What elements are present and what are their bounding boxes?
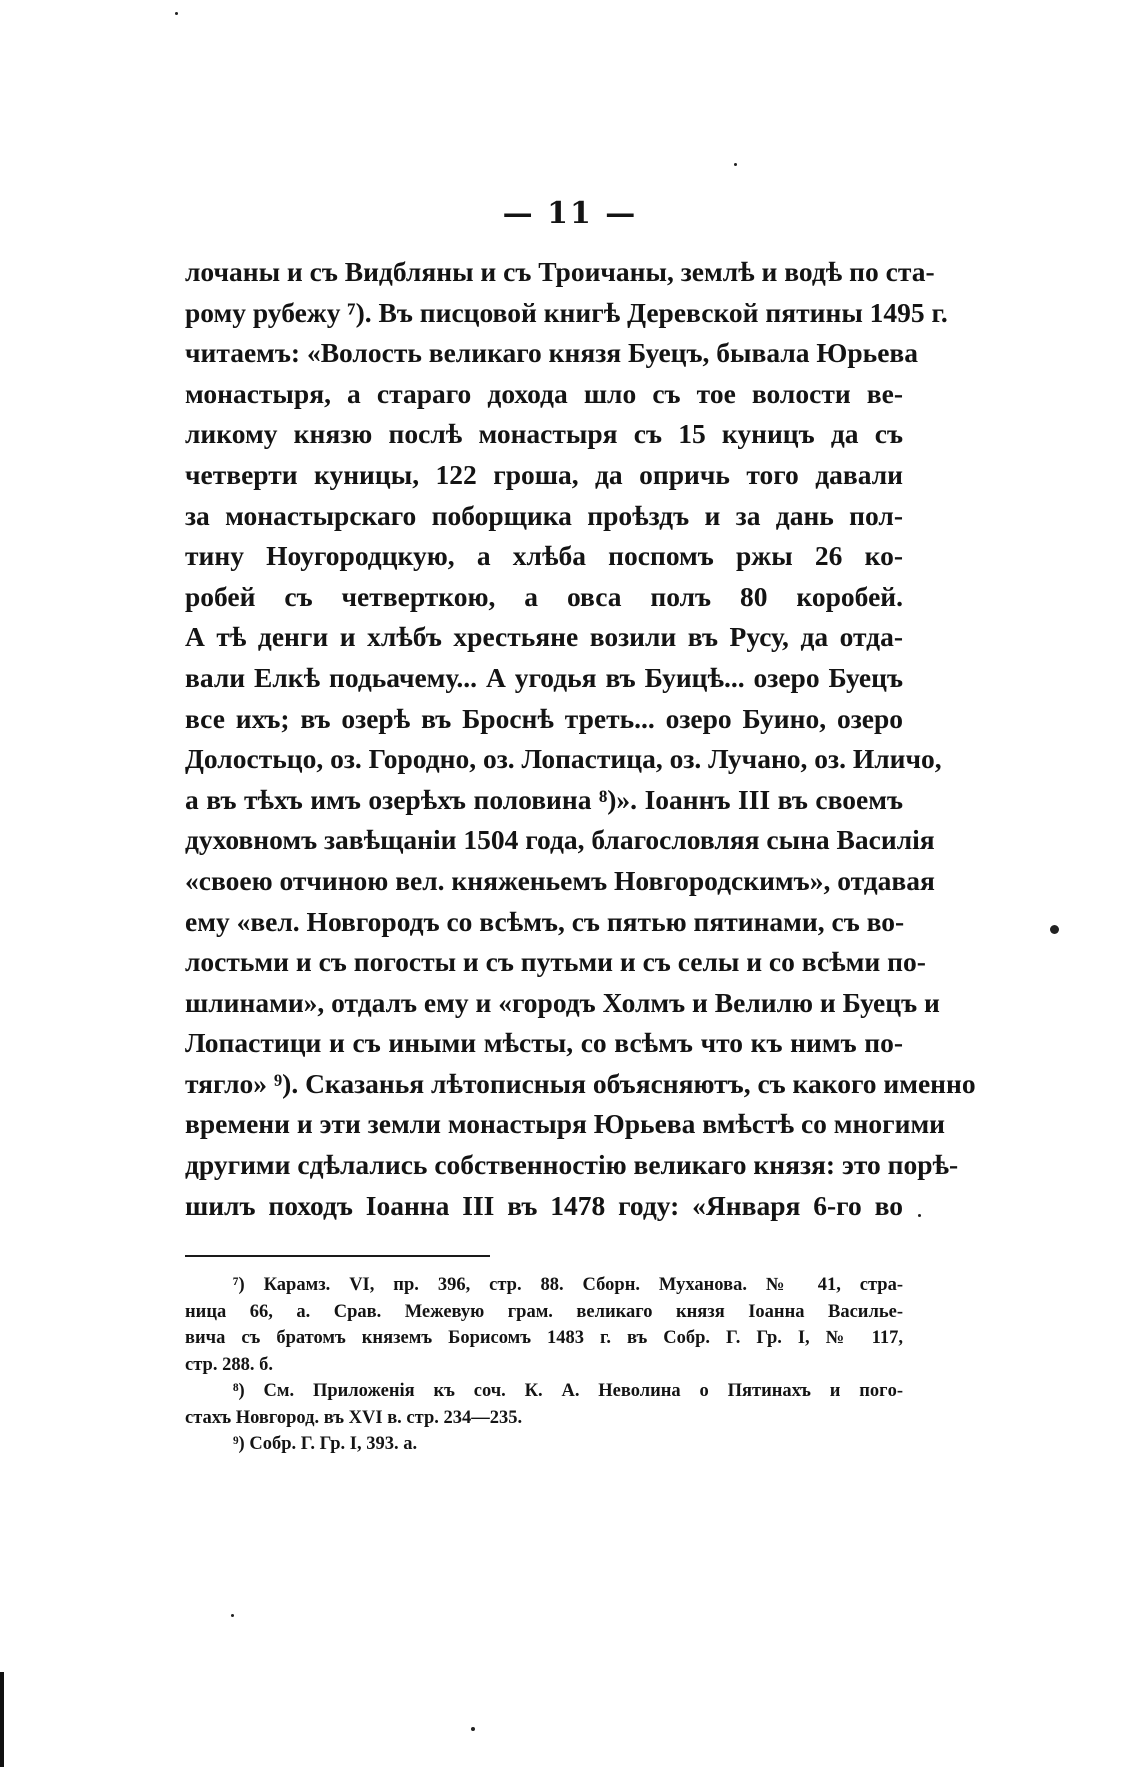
scan-speck — [175, 12, 178, 15]
text-line: монастыря, а стараго дохода шло съ тое волости ве- — [185, 377, 903, 409]
text-line: за монастырскаго поборщика проѣздъ и за дань пол- — [185, 499, 903, 531]
text-line: рому рубежу ⁷). Въ писцовой книгѣ Деревской пятины 1495 г. — [185, 296, 948, 328]
text-line: вали Елкѣ подьачему... А угодья въ Буицѣ... озеро Буецъ — [185, 661, 903, 693]
scan-speck — [471, 1727, 475, 1731]
text-line: а въ тѣхъ имъ озерѣхъ половина ⁸)». Іоаннъ III въ своемъ — [185, 783, 903, 815]
text-line: А тѣ денги и хлѣбъ хрестьяне возили въ Русу, да отда- — [185, 621, 903, 653]
text-line: «своею отчиною вел. княженьемъ Новгородскимъ», отдавая — [185, 864, 935, 896]
text-line: четверти куницы, 122 гроша, да опричь того давали — [185, 458, 903, 490]
text-line: тину Ноугородцкую, а хлѣба поспомъ ржы 26 ко- — [185, 540, 903, 572]
text-line: времени и эти земли монастыря Юрьева вмѣстѣ со многими — [185, 1108, 946, 1140]
scan-speck — [734, 163, 737, 166]
main-text — [185, 252, 976, 1226]
text-line: ему «вел. Новгородъ со всѣмъ, съ пятью пятинами, съ во- — [185, 905, 905, 937]
text-line: тягло» ⁹). Сказанья лѣтописныя объясняютъ, съ какого именно — [185, 1067, 976, 1099]
text-line: лостьми и съ погосты и съ путьми и съ селы и со всѣми по- — [185, 946, 926, 978]
page-number: — 11 — — [502, 196, 638, 231]
text-line: лочаны и съ Видбляны и съ Троичаны, землѣ и водѣ по ста- — [185, 256, 935, 287]
footnote-line: ница 66, а. Срав. Межевую грам. великаго князя Іоанна Васильe- — [185, 1301, 903, 1322]
text-line: духовномъ завѣщаніи 1504 года, благословляя сына Василія — [185, 824, 935, 856]
text-line: читаемъ: «Волость великаго князя Буецъ, бывала Юрьева — [185, 337, 919, 369]
text-line: робей съ четверткою, а овса полъ 80 коробей. — [185, 580, 903, 612]
text-line: ликому князю послѣ монастыря съ 15 куницъ да съ — [185, 418, 903, 450]
footnote-line: стр. 288. б. — [185, 1354, 273, 1375]
text-line: Лопастици и съ иными мѣсты, со всѣмъ что къ нимъ по- — [185, 1027, 903, 1059]
text-line: шлинами», отдалъ ему и «городъ Холмъ и Велилю и Буецъ и — [185, 986, 940, 1018]
footnote-line: стахъ Новгород. въ XVI в. стр. 234—235. — [185, 1407, 523, 1428]
footnote-line: ⁷) Карамз. VI, пр. 396, стр. 88. Сборн. Муханова. № 41, стра- — [233, 1275, 903, 1295]
text-line: другими сдѣлались собственностію великаго князя: это порѣ- — [185, 1149, 959, 1181]
edge-mark — [0, 1672, 4, 1767]
scan-speck — [918, 1214, 921, 1217]
footnote-line: вича съ братомъ княземъ Борисомъ 1483 г. въ Собр. Г. Гр. I, № 117, — [185, 1328, 903, 1348]
scan-speck — [231, 1614, 234, 1617]
footnotes — [185, 1272, 903, 1458]
footnote-line: ⁹) Собр. Г. Гр. I, 393. а. — [233, 1434, 418, 1454]
footnote-line: ⁸) См. Приложенія къ соч. К. А. Неволина о Пятинахъ и погo- — [233, 1381, 903, 1401]
text-line: Долостьцо, оз. Городно, оз. Лопастица, оз. Лучано, оз. Иличо, — [185, 743, 942, 775]
scan-speck — [1050, 925, 1059, 934]
text-line: шилъ походъ Іоанна III въ 1478 году: «Января 6-го во — [185, 1189, 903, 1221]
text-line: все ихъ; въ озерѣ въ Броснѣ треть... озеро Буино, озеро — [185, 702, 903, 734]
footnote-rule — [185, 1255, 490, 1257]
